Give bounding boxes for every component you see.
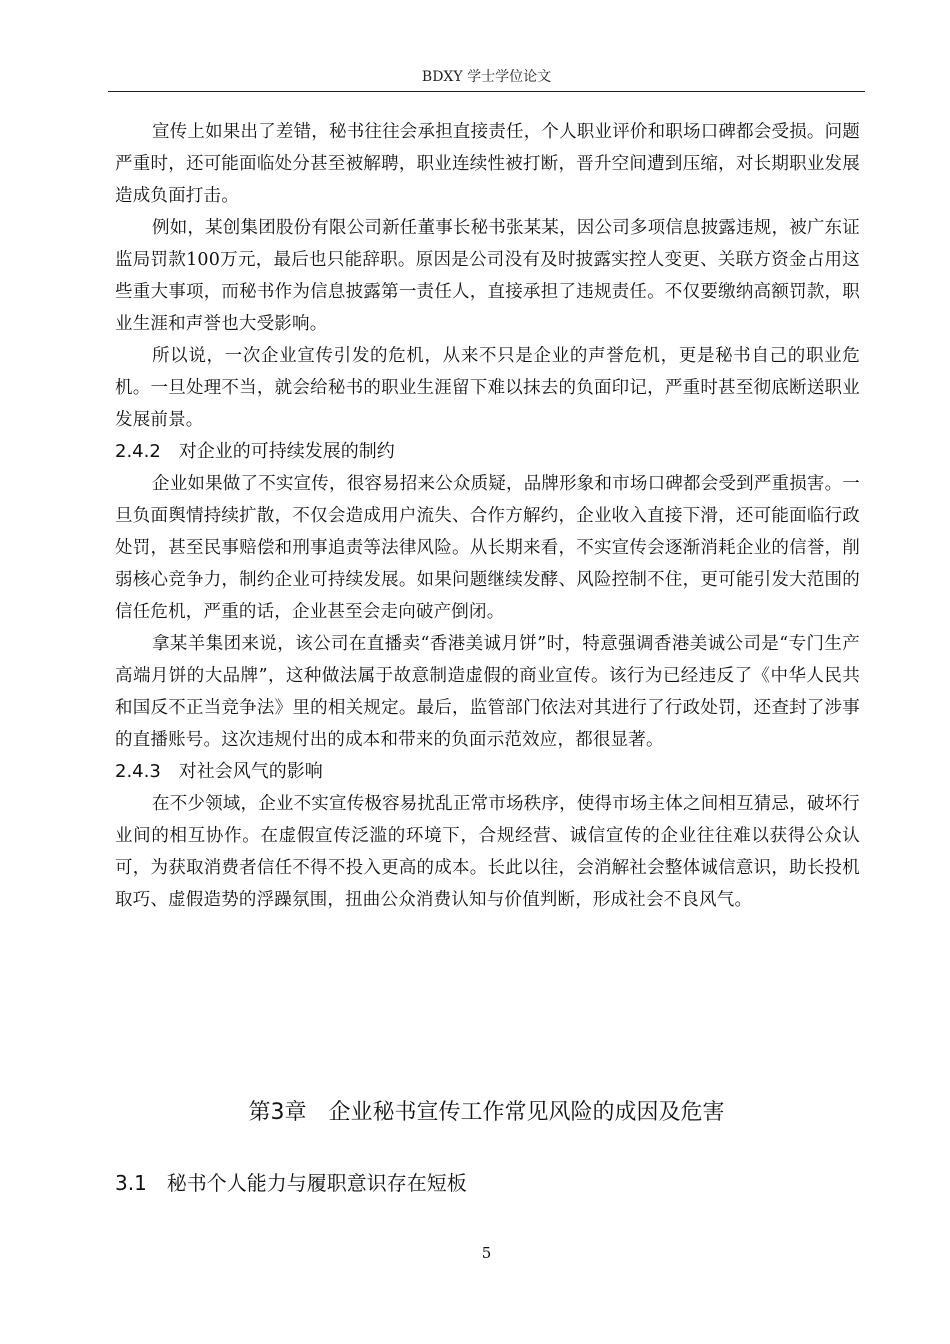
paragraph: 所以说，一次企业宣传引发的危机，从来不只是企业的声誉危机，更是秘书自己的职业危机。一旦处理不当，就会给秘书的职业生涯留下难以抹去的负面印记，严重时甚至彻底断送职业发展前景。 (115, 346, 860, 430)
section-heading-3-1: 3.1 秘书个人能力与履职意识存在短板 (115, 1171, 467, 1195)
chapter-title: 第3章 企业秘书宣传工作常见风险的成因及危害 (248, 1100, 725, 1125)
header-divider (108, 91, 865, 92)
paragraph: 宣传上如果出了差错，秘书往往会承担直接责任，个人职业评价和职场口碑都会受损。问题严重时，还可能面临处分甚至被解聘，职业连续性被打断，晋升空间遭到压缩，对长期职业发展造成负面打击。 (115, 122, 860, 206)
section-heading-2-4-3: 2.4.3 对社会风气的影响 (115, 761, 323, 782)
paragraph: 企业如果做了不实宣传，很容易招来公众质疑，品牌形象和市场口碑都会受到严重损害。一旦负面舆情持续扩散，不仅会造成用户流失、合作方解约，企业收入直接下滑，还可能面临行政处罚，甚至民事赔偿和刑事追责等法律风险。从长期来看，不实宣传会逐渐消耗企业的信誉，削弱核心竞争力，制约企业可持续发展。如果问题继续发酵、风险控制不住，更可能引发大范围的信任危机，严重的话，企业甚至会走向破产倒闭。 (115, 474, 860, 622)
paragraph: 拿某羊集团来说，该公司在直播卖“香港美诚月饼”时，特意强调香港美诚公司是“专门生产高端月饼的大品牌”，这种做法属于故意制造虚假的商业宣传。该行为已经违反了《中华人民共和国反不正当竞争法》里的相关规定。最后，监管部门依法对其进行了行政处罚，还查封了涉事的直播账号。这次违规付出的成本和带来的负面示范效应，都很显著。 (115, 634, 860, 750)
page-number: 5 (481, 1244, 492, 1262)
paragraph: 例如，某创集团股份有限公司新任董事长秘书张某某，因公司多项信息披露违规，被广东证监局罚款100万元，最后也只能辞职。原因是公司没有及时披露实控人变更、关联方资金占用这些重大事项，而秘书作为信息披露第一责任人，直接承担了违规责任。不仅要缴纳高额罚款，职业生涯和声誉也大受影响。 (115, 218, 860, 334)
section-heading-2-4-2: 2.4.2 对企业的可持续发展的制约 (115, 441, 395, 462)
paragraph: 在不少领域，企业不实宣传极容易扰乱正常市场秩序，使得市场主体之间相互猜忌，破坏行业间的相互协作。在虚假宣传泛滥的环境下，合规经营、诚信宣传的企业往往难以获得公众认可，为获取消费者信任不得不投入更高的成本。长此以往，会消解社会整体诚信意识，助长投机取巧、虚假造势的浮躁氛围，扭曲公众消费认知与价值判断，形成社会不良风气。 (115, 794, 860, 910)
body-content (115, 116, 860, 916)
running-header: BDXY 学士学位论文 (421, 69, 552, 85)
